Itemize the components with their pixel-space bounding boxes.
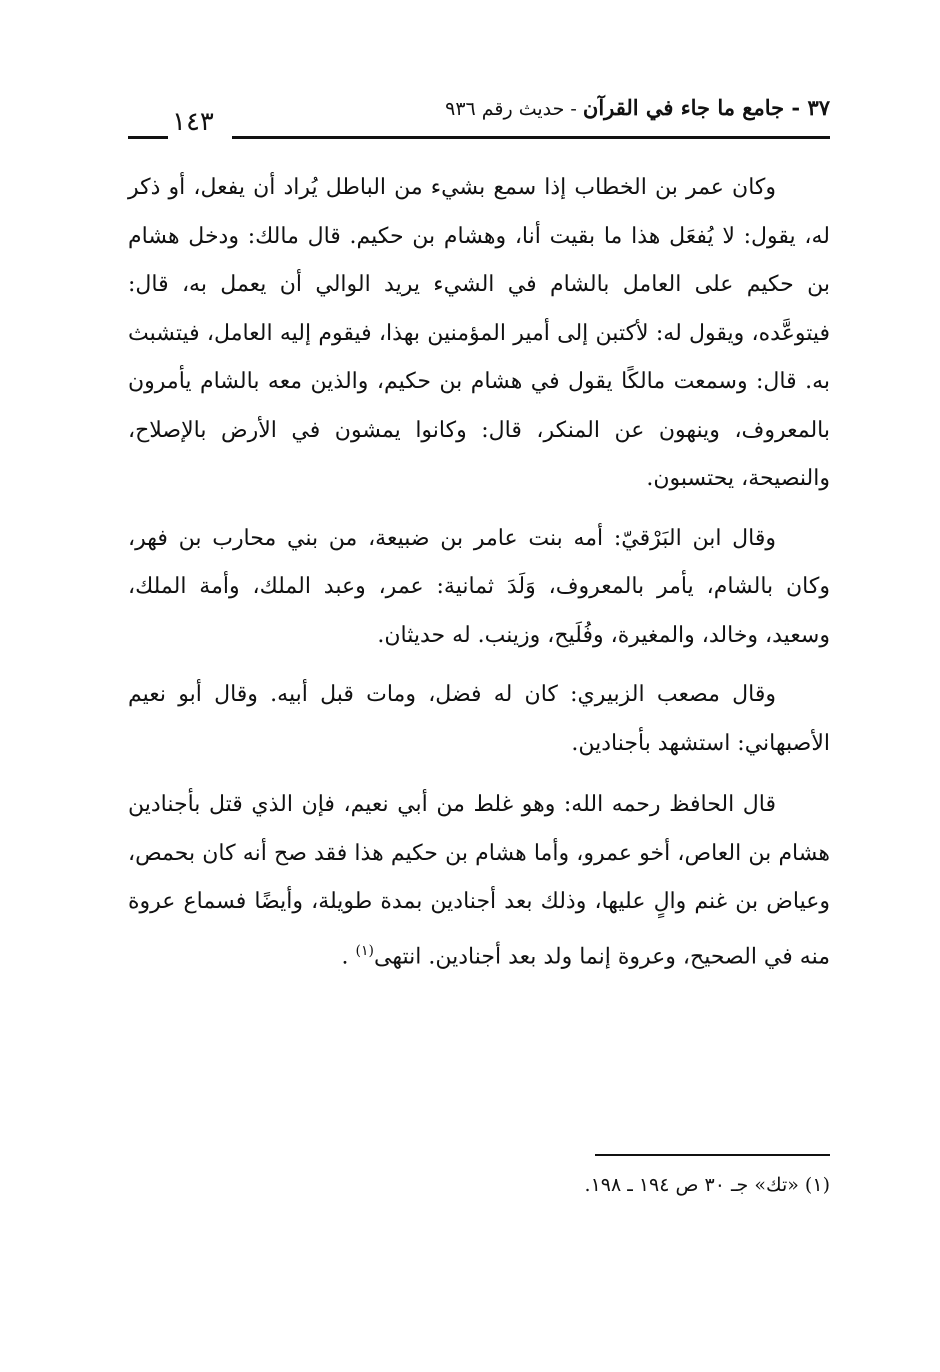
footnote-marker: (١) xyxy=(355,942,375,959)
footnote-rule xyxy=(595,1154,830,1156)
paragraph-4 xyxy=(128,781,830,981)
page-number-rule xyxy=(128,136,168,139)
page-number: ١٤٣ xyxy=(172,107,214,137)
paragraph-4-text: قال الحافظ رحمه الله: وهو غلط من أبي نعيم، فإن الذي قتل بأجنادين هشام بن العاص، أخو عمرو، وأما هشام بن حكيم هذا فقد صح أنه كان بحمص، وعياض بن غنم والٍ عليها، وذلك بعد أجنادين بمدة طويلة، وأيضًا فسماع عروة منه في الصحيح، وعروة إنما ولد بعد أجنادين. انتهى xyxy=(128,792,830,969)
paragraph-3: وقال مصعب الزبيري: كان له فضل، ومات قبل أبيه. وقال أبو نعيم الأصبهاني: استشهد بأجنادين. xyxy=(128,682,830,756)
hadith-reference: - حديث رقم ٩٣٦ xyxy=(445,98,583,120)
running-header xyxy=(445,92,830,125)
end-mark: . xyxy=(341,943,356,969)
chapter-title: ٣٧ - جامع ما جاء في القرآن xyxy=(582,95,830,120)
paragraph-2: وقال ابن البَرْقيّ: أمه بنت عامر بن ضبيعة، من بني محارب بن فهر، وكان بالشام، يأمر بالمعروف، وَلَدَ ثمانية: عمر، وعبد الملك، وأمة الملك، وسعيد، وخالد، والمغيرة، وفُلَيح، وزينب. له حديثان. xyxy=(128,525,830,648)
paragraph-1: وكان عمر بن الخطاب إذا سمع بشيء من الباطل يُراد أن يفعل، أو ذكر له، يقول: لا يُفعَل هذا ما بقيت أنا، وهشام بن حكيم. قال مالك: ودخل هشام بن حكيم على العامل بالشام في الشيء يريد الوالي أن يعمل به، قال: فيتوعَّده، ويقول له: لأكتبن إلى أمير المؤمنين بهذا، فيقوم إليه العامل، فيتشبث به. قال: وسمعت مالكًا يقول في هشام بن حكيم، والذين معه بالشام يأمرون بالمعروف، وينهون عن المنكر، قال: وكانوا يمشون في الأرض بالإصلاح، والنصيحة، يحتسبون. xyxy=(128,175,830,491)
main-text xyxy=(128,164,830,992)
footnote: (١) «تك» جـ ٣٠ ص ١٩٤ ـ ١٩٨. xyxy=(584,1174,830,1196)
header-rule xyxy=(232,136,830,139)
